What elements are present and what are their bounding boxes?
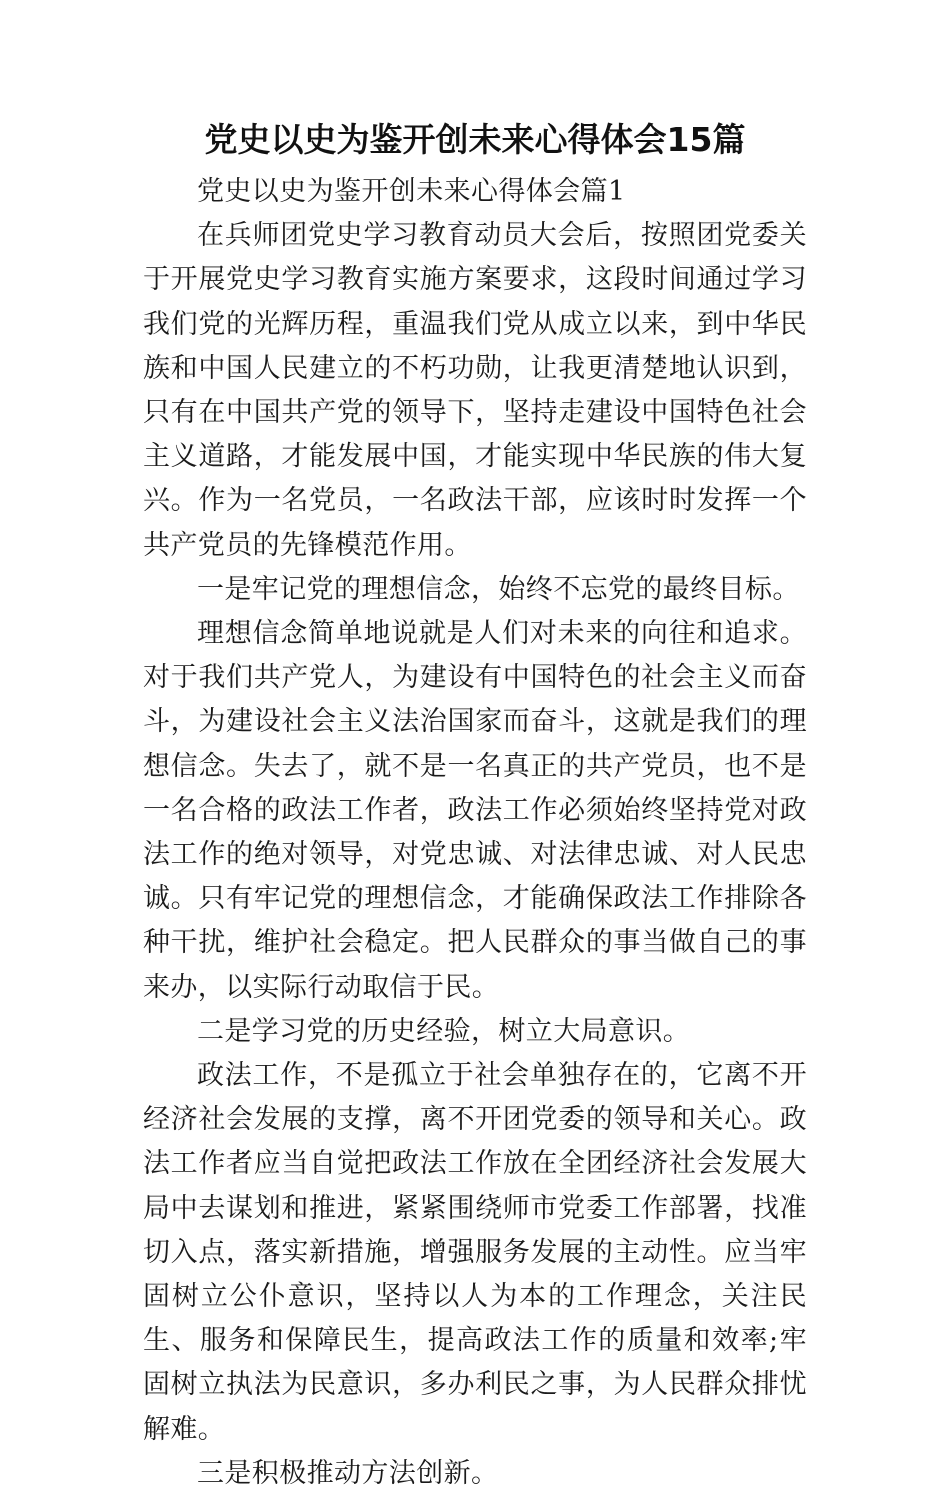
point-three-heading: 三是积极推动方法创新。 <box>197 1457 499 1489</box>
point-two-heading: 二是学习党的历史经验，树立大局意识。 <box>197 1015 691 1047</box>
paragraph-intro: 在兵师团党史学习教育动员大会后，按照团党委关于开展党史学习教育实施方案要求，这段时间通过学习我们党的光辉历程，重温我们党从成立以来，到中华民族和中国人民建立的不朽功勋，让我更清楚地认识到，只有在中国共产党的领导下，坚持走建设中国特色社会主义道路，才能发展中国，才能实现中华民族的伟大复兴。作为一名党员，一名政法干部，应该时时发挥一个共产党员的先锋模范作用。 <box>143 220 807 561</box>
paragraph-ideals: 理想信念简单地说就是人们对未来的向往和追求。对于我们共产党人，为建设有中国特色的社会主义而奋斗，为建设社会主义法治国家而奋斗，这就是我们的理想信念。失去了，就不是一名真正的共产党员，也不是一名合格的政法工作者，政法工作必须始终坚持党对政法工作的绝对领导，对党忠诚、对法律忠诚、对人民忠诚。只有牢记党的理想信念，才能确保政法工作排除各种干扰，维护社会稳定。把人民群众的事当做自己的事来办，以实际行动取信于民。 <box>143 618 807 1003</box>
document-body <box>143 170 807 1496</box>
paragraph-overall-view: 政法工作，不是孤立于社会单独存在的，它离不开经济社会发展的支撑，离不开团党委的领导和关心。政法工作者应当自觉把政法工作放在全团经济社会发展大局中去谋划和推进，紧紧围绕师市党委工作部署，找准切入点，落实新措施，增强服务发展的主动性。应当牢固树立公仆意识，坚持以人为本的工作理念，关注民生、服务和保障民生，提高政法工作的质量和效率;牢固树立执法为民意识，多办利民之事，为人民群众排忧解难。 <box>143 1060 807 1445</box>
section-subtitle: 党史以史为鉴开创未来心得体会篇1 <box>197 176 626 207</box>
point-one-heading: 一是牢记党的理想信念，始终不忘党的最终目标。 <box>197 573 800 605</box>
document-title: 党史以史为鉴开创未来心得体会15篇 <box>204 120 746 159</box>
